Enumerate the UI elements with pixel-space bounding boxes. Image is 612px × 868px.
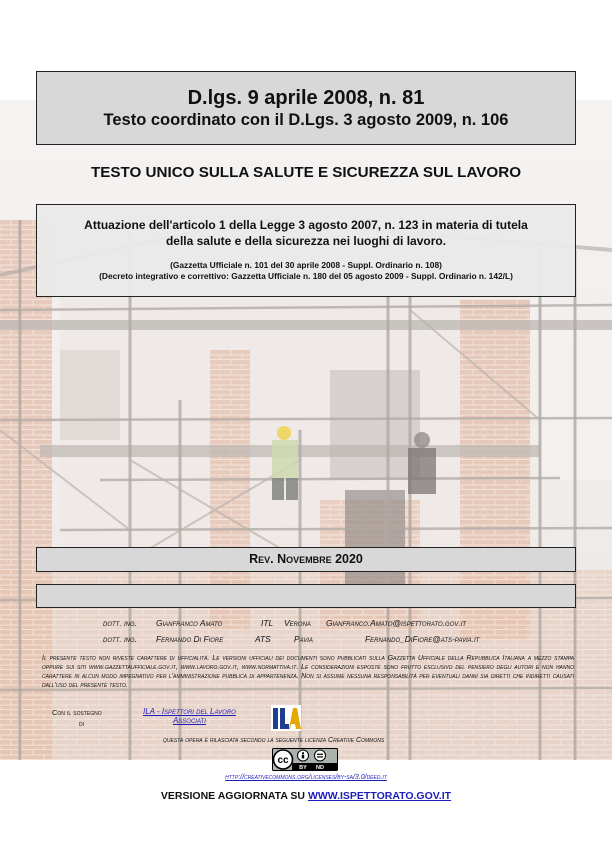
person-icon: [302, 752, 304, 754]
by-label: BY: [299, 765, 307, 771]
ila-logo-text: ILA: [286, 720, 288, 721]
author-city: Verona: [284, 618, 311, 628]
nd-label: ND: [316, 765, 324, 771]
author-row: [0, 618, 612, 629]
author-name: Gianfranco Amato: [156, 618, 223, 628]
description-line-2: della salute e della sicurezza nei luoghi di lavoro.: [165, 234, 447, 248]
license-url-link[interactable]: http://creativecommons.org/licenses/by-sa/3.0/deed.it: [225, 774, 387, 781]
author-title: dott. ing.: [103, 618, 137, 628]
revision-box: Rev. Novembre 2020: [36, 547, 576, 572]
ila-link-line-1: ILA - Ispettori del Lavoro: [143, 707, 236, 716]
document-title: D.lgs. 9 aprile 2008, n. 81: [187, 87, 425, 109]
author-title: dott. ing.: [103, 634, 137, 644]
author-row: [0, 634, 612, 645]
gazzetta-line-1: (Gazzetta Ufficiale n. 101 del 30 aprile 2008 - Suppl. Ordinario n. 108): [170, 260, 442, 270]
updated-version-line: [0, 790, 612, 802]
equals-icon: [317, 754, 323, 755]
license-text: questa opera è rilasciata secondo la seguente licenza Creative Commons: [163, 737, 385, 744]
support-label: Con il sostegno: [52, 708, 102, 717]
ispettorato-link[interactable]: WWW.ISPETTORATO.GOV.IT: [307, 790, 452, 802]
author-org: ITL: [261, 618, 274, 628]
ila-link-line-2: Associati: [172, 716, 206, 725]
author-name: Fernando Di Fiore: [156, 634, 224, 644]
document-subtitle: Testo coordinato con il D.Lgs. 3 agosto 2009, n. 106: [103, 111, 509, 129]
description-box: [36, 204, 576, 297]
empty-box: [36, 584, 576, 608]
updated-version-label: VERSIONE AGGIORNATA SU: [160, 790, 306, 802]
cc-icon: cc: [277, 755, 289, 766]
author-email: Fernando_DiFiore@ats-pavia.it: [365, 634, 480, 644]
author-org: ATS: [255, 634, 271, 644]
description-line-1: Attuazione dell'articolo 1 della Legge 3 agosto 2007, n. 123 in materia di tutela: [84, 218, 528, 232]
cc-license-badge[interactable]: [272, 748, 338, 771]
disclaimer-text: Il presente testo non riveste carattere di ufficialità. Le versioni ufficiali dei documenti sono pubblicati sulla Gazzetta Ufficiale della Repubblica Italiana a mezzo stampa oppure sui siti www.gazzettaufficiale.gov.it, www.lavoro.gov.it, www.normattiva.it. Le considerazioni esposte sono frutto esclusivo del pensiero degli autori e non hanno carattere in alcun modo impegnativo per l'amministrazione pubblica di appartenenza. Non si assume nessuna responsabilità per eventuali danni sia diretti che indiretti causati dall'uso del presente testo.: [42, 654, 574, 689]
author-city: Pavia: [294, 634, 313, 644]
gazzetta-line-2: (Decreto integrativo e correttivo: Gazzetta Ufficiale n. 180 del 05 agosto 2009 - Suppl. Ordinario n. 142/L): [99, 271, 513, 281]
ila-link[interactable]: [143, 707, 236, 725]
ila-logo: [271, 705, 301, 731]
main-heading: TESTO UNICO SULLA SALUTE E SICUREZZA SUL LAVORO: [90, 164, 522, 181]
author-email: Gianfranco.Amato@ispettorato.gov.it: [326, 618, 467, 628]
title-box: [36, 71, 576, 145]
support-label-di: di: [79, 719, 84, 728]
